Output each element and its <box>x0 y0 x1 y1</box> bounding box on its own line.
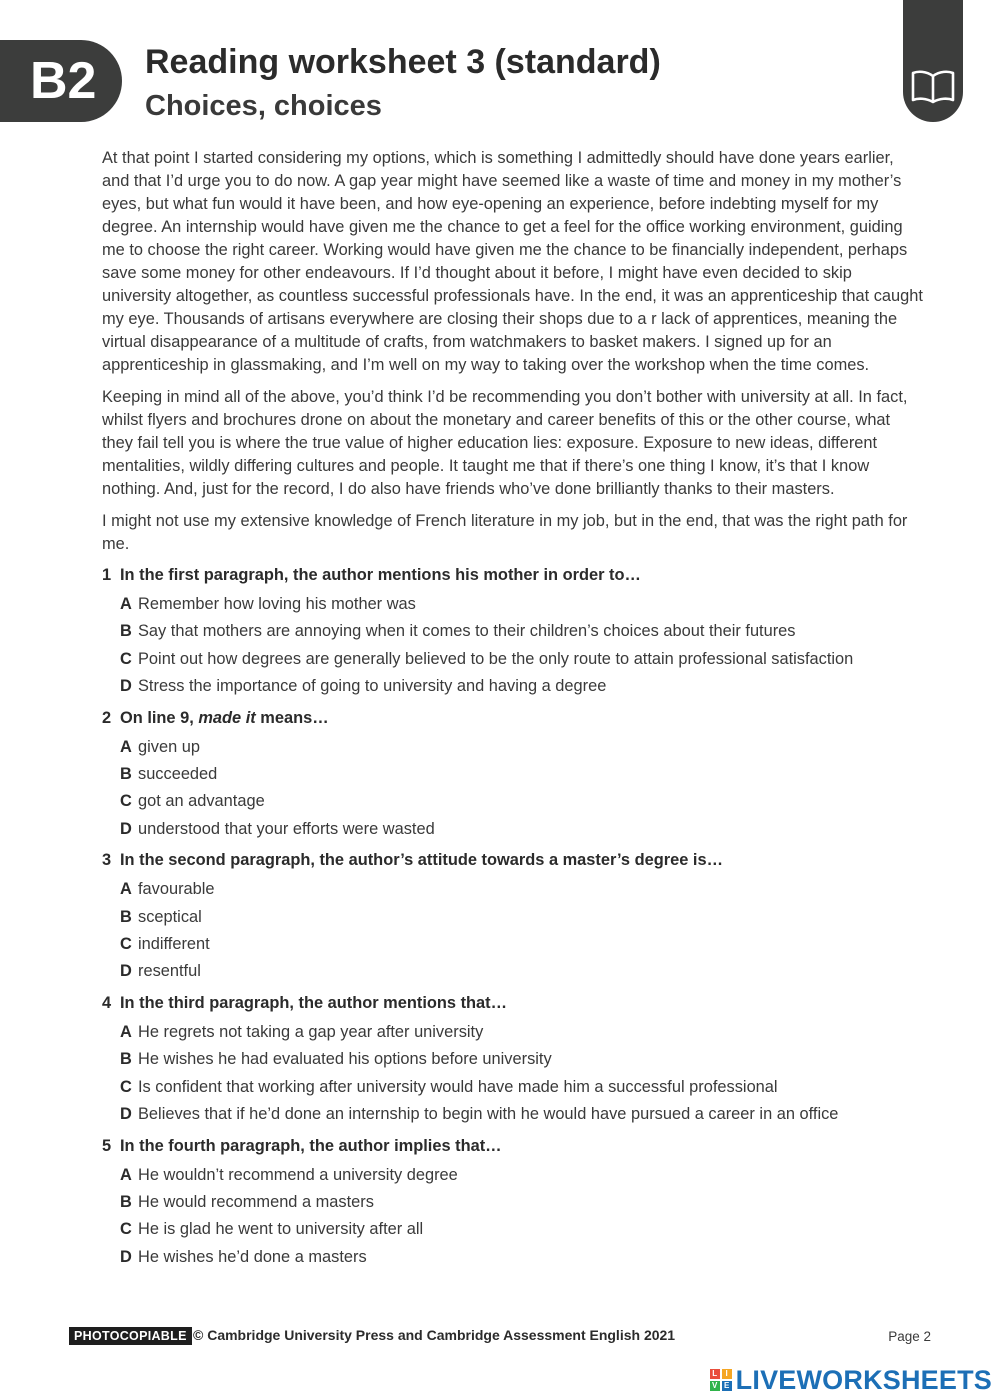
answer-option-b[interactable] <box>102 1046 924 1073</box>
question-list <box>102 564 924 1277</box>
option-text: Say that mothers are annoying when it comes to their children’s choices about their futures <box>138 622 796 641</box>
option-text: Believes that if he’d done an internship to begin with he would have pursued a career in an office <box>138 1105 839 1124</box>
logo-squares-icon <box>710 1369 732 1391</box>
option-text: favourable <box>138 880 215 899</box>
option-text: He would recommend a masters <box>138 1192 374 1211</box>
open-book-icon <box>910 68 956 106</box>
option-letter: A <box>120 1165 132 1184</box>
question-text: In the third paragraph, the author mentions that… <box>120 993 508 1012</box>
option-letter: B <box>120 1192 132 1211</box>
answer-option-c[interactable] <box>102 1074 924 1101</box>
option-letter: C <box>120 792 132 811</box>
option-letter: C <box>120 649 132 668</box>
option-letter: A <box>120 1022 132 1041</box>
option-letter: D <box>120 1105 132 1124</box>
answer-option-b[interactable] <box>102 761 924 788</box>
option-letter: A <box>120 880 132 899</box>
answer-option-d[interactable] <box>102 958 924 985</box>
level-badge: B2 <box>0 40 122 122</box>
option-letter: B <box>120 907 132 926</box>
question-number: 2 <box>102 708 112 727</box>
option-text: succeeded <box>138 765 218 784</box>
option-text: sceptical <box>138 907 202 926</box>
answer-option-b[interactable] <box>102 904 924 931</box>
option-letter: D <box>120 819 132 838</box>
page-title: Reading worksheet 3 (standard) <box>145 43 661 81</box>
option-text: He wishes he had evaluated his options before university <box>138 1050 552 1069</box>
photocopiable-label: PHOTOCOPIABLE <box>69 1327 192 1345</box>
question-3 <box>102 849 924 986</box>
option-letter: D <box>120 677 132 696</box>
question-number: 1 <box>102 566 112 584</box>
page-number: Page 2 <box>888 1329 931 1344</box>
option-letter: C <box>120 935 132 954</box>
answer-option-c[interactable] <box>102 788 924 815</box>
option-text: given up <box>138 737 200 756</box>
logo-square: V <box>710 1381 720 1391</box>
question-stem <box>102 992 924 1015</box>
option-text: He regrets not taking a gap year after university <box>138 1022 484 1041</box>
logo-square: L <box>710 1369 720 1379</box>
question-text-end: means… <box>255 708 329 727</box>
option-text: Stress the importance of going to university and having a degree <box>138 677 607 696</box>
page-subtitle: Choices, choices <box>145 90 382 122</box>
question-2 <box>102 707 924 844</box>
passage-paragraph: Keeping in mind all of the above, you’d think I’d be recommending you don’t bother with university at all. In fact, whilst flyers and brochures drone on about the monetary and career benefits of this or the other course, what they fail tell you is where the true value of higher education lies: exposure. Exposure to new ideas, different mentalities, wildly differing cultures and people. It taught me that if there’s one thing I know, it’s that I know nothing. And, just for the record, I do also have friends who’ve done brilliantly thanks to their masters. <box>102 388 908 498</box>
question-1 <box>102 564 924 701</box>
question-stem <box>102 849 924 872</box>
option-letter: D <box>120 1247 132 1266</box>
footer <box>69 1326 931 1348</box>
question-text: In the first paragraph, the author mentions his mother in order to… <box>120 566 641 584</box>
question-5 <box>102 1135 924 1272</box>
question-4 <box>102 992 924 1129</box>
answer-option-b[interactable] <box>102 618 924 645</box>
option-text: Remember how loving his mother was <box>138 595 416 613</box>
passage-paragraph: At that point I started considering my options, which is something I admittedly should have done years earlier, and that I’d urge you to do now. A gap year might have seemed like a waste of time and money in my mother’s eyes, but what fun would it have been, and how eye-opening an experience, before indebting myself for my degree. An internship would have given me the chance to get a feel for the office working environment, guiding me to choose the right career. Working would have given me the chance to be financially independent, perhaps save some money for other endeavours. If I’d thought about it before, I might have even decided to skip university altogether, as countless successful professionals have. In the end, it was an apprenticeship that caught my eye. Thousands of artisans everywhere are closing their shops due to a r lack of apprentices, meaning the virtual disappearance of a multitude of crafts, from watchmakers to basket makers. I signed up for an apprenticeship in glassmaking, and I’m well on my way to taking over the workshop when the time comes. <box>102 149 923 374</box>
option-letter: B <box>120 1050 132 1069</box>
answer-option-c[interactable] <box>102 931 924 958</box>
option-text: got an advantage <box>138 792 265 811</box>
option-letter: C <box>120 1220 132 1239</box>
option-text: He wishes he’d done a masters <box>138 1247 367 1266</box>
option-text: Is confident that working after university would have made him a successful professional <box>138 1077 778 1096</box>
liveworksheets-logo[interactable] <box>710 1364 992 1396</box>
option-text: understood that your efforts were wasted <box>138 819 435 838</box>
option-text: indifferent <box>138 935 210 954</box>
passage-paragraph: I might not use my extensive knowledge of French literature in my job, but in the end, that was the right path for me. <box>102 512 908 553</box>
question-number: 5 <box>102 1136 112 1155</box>
copyright-text: © Cambridge University Press and Cambridge Assessment English 2021 <box>193 1327 676 1343</box>
logo-square: E <box>722 1381 732 1391</box>
option-letter: A <box>120 595 132 613</box>
answer-option-d[interactable] <box>102 1101 924 1128</box>
answer-option-a[interactable] <box>102 591 924 618</box>
option-text: Point out how degrees are generally believed to be the only route to attain professional satisfaction <box>138 649 854 668</box>
question-text: On line 9, <box>120 708 199 727</box>
option-letter: D <box>120 962 132 981</box>
answer-option-d[interactable] <box>102 1244 924 1271</box>
logo-text: LIVEWORKSHEETS <box>735 1364 992 1395</box>
answer-option-c[interactable] <box>102 1216 924 1243</box>
answer-option-a[interactable] <box>102 1162 924 1189</box>
answer-option-a[interactable] <box>102 734 924 761</box>
answer-option-b[interactable] <box>102 1189 924 1216</box>
question-italic-phrase: made it <box>198 708 256 727</box>
question-stem <box>102 1135 924 1158</box>
option-letter: A <box>120 737 132 756</box>
answer-option-d[interactable] <box>102 816 924 843</box>
question-stem <box>102 707 924 730</box>
reading-tab <box>903 0 963 122</box>
question-text: In the second paragraph, the author’s attitude towards a master’s degree is… <box>120 851 723 870</box>
question-number: 4 <box>102 993 112 1012</box>
answer-option-c[interactable] <box>102 646 924 673</box>
answer-option-a[interactable] <box>102 1019 924 1046</box>
option-letter: B <box>120 765 132 784</box>
question-text: In the fourth paragraph, the author implies that… <box>120 1136 502 1155</box>
option-text: resentful <box>138 962 201 981</box>
answer-option-d[interactable] <box>102 673 924 700</box>
question-number: 3 <box>102 851 112 870</box>
title-block <box>145 38 661 126</box>
question-stem <box>102 564 924 587</box>
option-letter: B <box>120 622 132 641</box>
option-text: He wouldn’t recommend a university degree <box>138 1165 458 1184</box>
logo-square: I <box>722 1369 732 1379</box>
option-text: He is glad he went to university after all <box>138 1220 424 1239</box>
option-letter: C <box>120 1077 132 1096</box>
answer-option-a[interactable] <box>102 876 924 903</box>
reading-passage <box>102 147 924 565</box>
